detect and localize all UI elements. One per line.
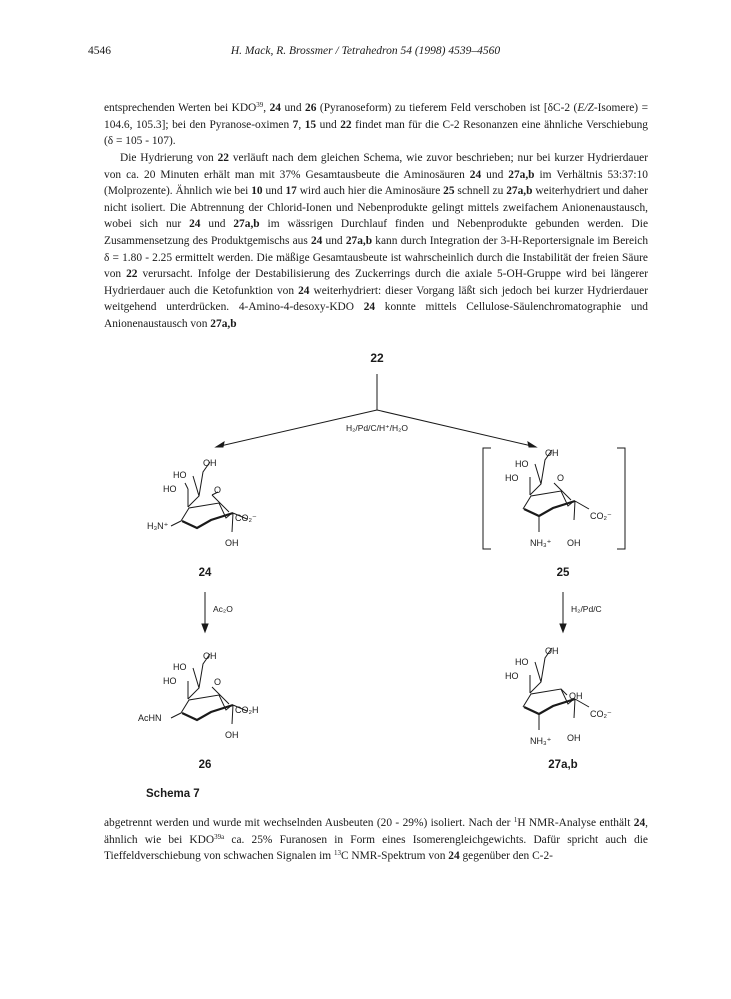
reagent-left: Ac₂O (213, 604, 233, 614)
c25-oh-bottom: OH (567, 538, 581, 548)
c26-oh-top: OH (203, 651, 217, 661)
c26-ho-1: HO (173, 662, 187, 672)
c24-ho-2: HO (163, 484, 177, 494)
c27-oh-ring: OH (569, 691, 583, 701)
reagent-top: H₂/Pd/C/H⁺/H₂O (345, 423, 409, 433)
c25-amine: NH₃⁺ (530, 538, 552, 548)
c24-oh-bottom: OH (225, 538, 239, 548)
c27-amine: NH₃⁺ (530, 736, 552, 746)
chain-27 (523, 648, 589, 730)
running-header: H. Mack, R. Brossmer / Tetrahedron 54 (1998) 4539–4560 (230, 45, 501, 57)
compound-27ab-label: 27a,b (548, 759, 578, 771)
c25-ho-2: HO (505, 473, 519, 483)
c26-ho-2: HO (163, 676, 177, 686)
c24-ring-o: O (214, 485, 222, 495)
paragraph-3: abgetrennt werden und wurde mit wechselnden Ausbeuten (20 - 29%) isoliert. Nach der $^1$H NMR-Analyse enthält 24, ähnlich wie bei $KDO^{39a}$ ca. 25% Furanosen in Form eines Isomerengleichgewichts. Dafür spricht auch die Tieffeldverschiebung von schwachen Signalen im $^{13}$C NMR-Spektrum von 24 gegenüber den C-2- (104, 816, 648, 863)
c27-oh-bottom: OH (567, 733, 581, 743)
c27-ho-1: HO (515, 657, 529, 667)
c27-carboxylate: CO₂⁻ (590, 709, 612, 719)
c26-oh-bottom: OH (225, 730, 239, 740)
c26-amine: AcHN (138, 713, 162, 723)
c27-ho-2: HO (505, 671, 519, 681)
reagent-right: H₂/Pd/C (571, 604, 602, 614)
c25-ring-o: O (557, 473, 565, 483)
c24-ho-1: HO (173, 470, 187, 480)
page-number: 4546 (88, 45, 111, 57)
c25-carboxylate: CO₂⁻ (590, 511, 612, 521)
c26-ring-o: O (214, 677, 222, 687)
compound-25-label: 25 (556, 567, 570, 579)
paragraph-1: entsprechenden Werten bei KDO$^{39}$, 24 und 26 (Pyranoseform) zu tieferem Feld verschoben ist [δC-2 (E/Z-Isomere) = 104.6, 105.3]; bei den Pyranose-oximen 7, 15 und 22 findet man für die C-2 Resonanzen eine ähnliche Verschiebung (δ = 105 - 107). (104, 101, 649, 148)
scheme-caption: Schema 7 (146, 788, 200, 800)
c24-oh-top: OH (203, 458, 217, 468)
c25-oh-top: OH (545, 448, 559, 458)
ring-25 (523, 450, 589, 532)
c26-carboxylic-acid: CO₂H (235, 705, 259, 715)
c24-carboxylate: CO₂⁻ (235, 513, 257, 523)
paragraph-2: Die Hydrierung von 22 verläuft nach dem gleichen Schema, wie zuvor beschrieben; nur bei kurzer Hydrierdauer von ca. 20 Minuten erhält man mit 37% Gesamtausbeute die Aminosäuren 24 und 27a,b im Verhältnis 53:37:10 (Molprozente). Ähnlich wie bei 10 und 17 wird auch hier die Aminosäure 25 schnell zu 27a,b weiterhydriert und daher nicht isoliert. Die Abtrennung der Chlorid-Ionen und Nebenprodukte gelingt mittels zweifachem Anionenaustausch, wobei sich nur 24 und 27a,b im wässrigen Durchlauf finden und Nebenprodukte gebunden werden. Die Zusammensetzung des Produktgemischs aus 24 und 27a,b kann durch Integration der 3-H-Reportersignale im Bereich δ = 1.80 - 2.25 ermittelt werden. Die mäßige Gesamtausbeute ist wahrscheinlich durch die Instabilität der freien Säure von 22 verursacht. Infolge der Destabilisierung des Zuckerrings durch die axiale 5-OH-Gruppe wird bei längerer Hydrierdauer auch die Ketofunktion von 24 weiterhydriert: dieser Vorgang läßt sich jedoch bei kurzer Hydrierdauer weitgehend unterdrücken. 4-Amino-4-desoxy-KDO 24 konnte mittels Cellulose-Säulenchromatographie und Anionenaustausch von 27a,b (104, 152, 649, 330)
c25-ho-1: HO (515, 459, 529, 469)
compound-24-label: 24 (198, 567, 212, 579)
compound-26-label: 26 (198, 759, 212, 771)
c24-amine: H₃N⁺ (147, 521, 169, 531)
c27-oh-top: OH (545, 646, 559, 656)
compound-22-label: 22 (370, 351, 384, 365)
